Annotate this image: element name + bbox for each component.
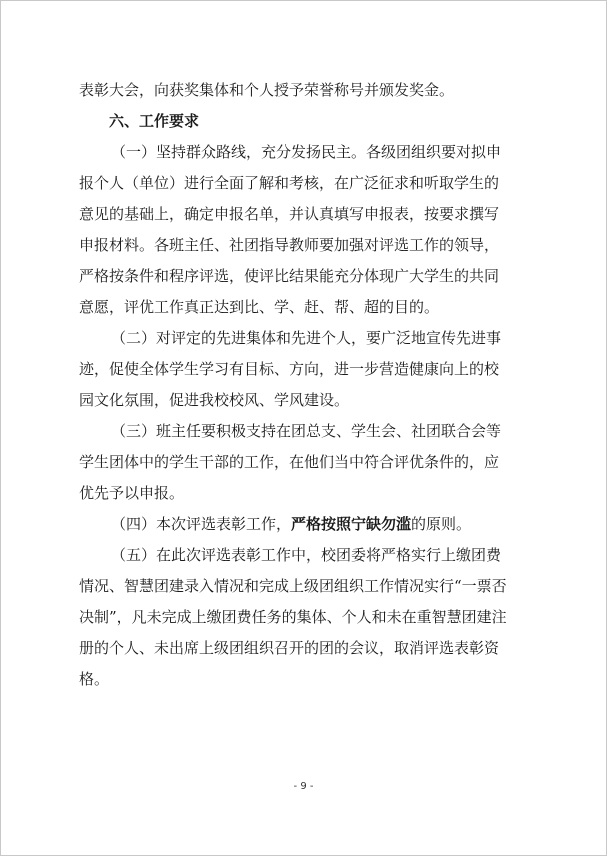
text-line: 意愿，评优工作真正达到比、学、赶、帮、超的目的。 <box>79 298 440 316</box>
section-heading: 六、工作要求 <box>109 112 200 130</box>
page-number: - 9 - <box>293 781 314 792</box>
text-line: （五）在此次评选表彰工作中，校团委将严格实行上缴团费 <box>111 546 502 564</box>
text-line: 意见的基础上，确定申报名单，并认真填写申报表，按要求撰写 <box>79 205 500 223</box>
text-line: 严格按条件和程序评选，使评比结果能充分体现广大学生的共同 <box>79 267 500 285</box>
paragraph-3 <box>79 416 535 509</box>
text-line: 园文化氛围，促进我校校风、学风建设。 <box>79 391 350 409</box>
text-line <box>79 509 535 540</box>
text-line: 表彰大会，向获奖集体和个人授予荣誉称号并颁发奖金。 <box>79 81 455 99</box>
text-line: 册的个人、未出席上级团组织召开的团的会议，取消评选表彰资 <box>79 639 500 657</box>
text-line: （二）对评定的先进集体和先进个人，要广泛地宣传先进事 <box>111 329 502 347</box>
paragraph-2 <box>79 323 535 416</box>
text-segment: （四）本次评选表彰工作， <box>111 515 292 533</box>
text-line: 格。 <box>79 670 110 688</box>
text-line: 报个人（单位）进行全面了解和考核，在广泛征求和听取学生的 <box>79 174 500 192</box>
text-line: 申报材料。各班主任、社团指导教师要加强对评选工作的领导， <box>79 236 500 254</box>
text-line: （一）坚持群众路线，充分发扬民主。各级团组织要对拟申 <box>111 143 502 161</box>
text-segment: 的原则。 <box>411 515 472 533</box>
emphasis-text: 严格按照宁缺勿滥 <box>291 515 412 533</box>
paragraph-1 <box>79 137 535 323</box>
text-line: 情况、智慧团建录入情况和完成上级团组织工作情况实行“一票否 <box>79 577 507 595</box>
paragraph-4 <box>79 509 535 540</box>
document-body <box>79 75 535 695</box>
paragraph-5 <box>79 540 535 695</box>
text-line: 迹，促使全体学生学习有目标、方向，进一步营造健康向上的校 <box>79 360 500 378</box>
text-line: （三）班主任要积极支持在团总支、学生会、社团联合会等 <box>111 422 502 440</box>
text-line: 决制”，凡未完成上缴团费任务的集体、个人和未在重智慧团建注 <box>79 608 507 626</box>
text-line: 优先予以申报。 <box>79 484 185 502</box>
text-line: 学生团体中的学生干部的工作，在他们当中符合评优条件的，应 <box>79 453 500 471</box>
